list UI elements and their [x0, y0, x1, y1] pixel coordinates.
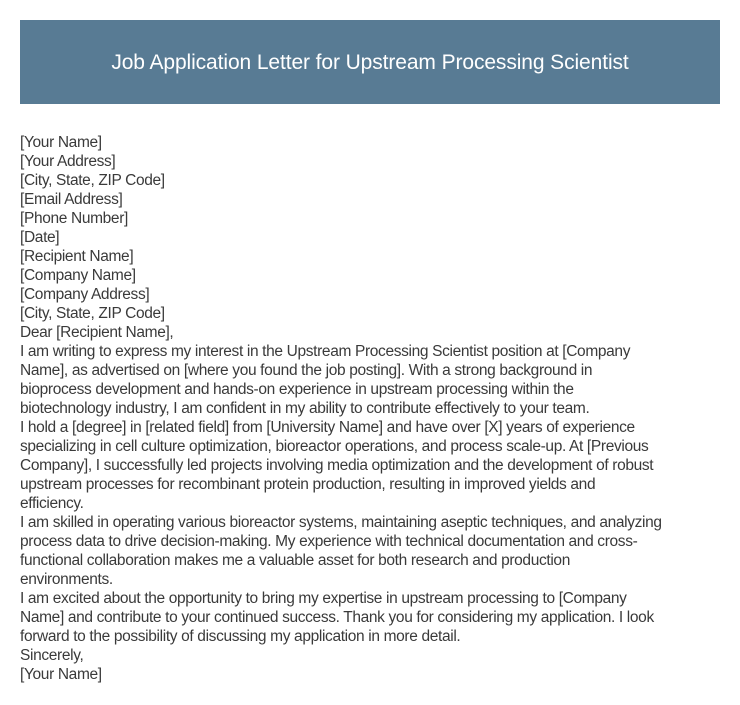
paragraph-line: process data to drive decision-making. My experience with technical documentation and cross- [20, 533, 638, 550]
sender-address: [Your Address] [20, 153, 116, 170]
paragraph-skills [20, 513, 725, 589]
paragraph-line: environments. [20, 571, 113, 588]
letter-header-banner [20, 20, 720, 104]
paragraph-line: I am excited about the opportunity to bring my expertise in upstream processing to [Company [20, 590, 627, 607]
paragraph-experience [20, 418, 725, 513]
signature: [Your Name] [20, 666, 102, 683]
sender-block [20, 133, 725, 247]
letter-date: [Date] [20, 229, 60, 246]
sender-phone: [Phone Number] [20, 210, 128, 227]
paragraph-line: Company], I successfully led projects involving media optimization and the development of robust [20, 457, 654, 474]
salutation: Dear [Recipient Name], [20, 324, 174, 341]
paragraph-line: upstream processes for recombinant protein production, resulting in improved yields and [20, 476, 596, 493]
paragraph-line: Name] and contribute to your continued success. Thank you for considering my application. I look [20, 609, 654, 626]
sender-email: [Email Address] [20, 191, 123, 208]
recipient-city-state-zip: [City, State, ZIP Code] [20, 305, 165, 322]
paragraph-line: I am skilled in operating various bioreactor systems, maintaining aseptic techniques, and analyzing [20, 514, 662, 531]
recipient-company-address: [Company Address] [20, 286, 150, 303]
paragraph-line: biotechnology industry, I am confident in my ability to contribute effectively to your team. [20, 400, 590, 417]
paragraph-line: Name], as advertised on [where you found the job posting]. With a strong background in [20, 362, 593, 379]
paragraph-intro [20, 342, 725, 418]
paragraph-line: bioprocess development and hands-on experience in upstream processing within the [20, 381, 574, 398]
paragraph-closing [20, 589, 725, 646]
paragraph-line: I am writing to express my interest in the Upstream Processing Scientist position at [Company [20, 343, 631, 360]
letter-body [20, 133, 725, 684]
paragraph-line: I hold a [degree] in [related field] from [University Name] and have over [X] years of experience [20, 419, 635, 436]
closing: Sincerely, [20, 647, 84, 664]
page-title: Job Application Letter for Upstream Processing Scientist [111, 51, 629, 74]
sender-city-state-zip: [City, State, ZIP Code] [20, 172, 165, 189]
paragraph-line: forward to the possibility of discussing my application in more detail. [20, 628, 461, 645]
paragraph-line: functional collaboration makes me a valuable asset for both research and production [20, 552, 570, 569]
paragraph-line: specializing in cell culture optimization, bioreactor operations, and process scale-up. At [Previous [20, 438, 649, 455]
recipient-name: [Recipient Name] [20, 248, 134, 265]
recipient-company-name: [Company Name] [20, 267, 136, 284]
sender-name: [Your Name] [20, 134, 102, 151]
paragraph-line: efficiency. [20, 495, 84, 512]
recipient-block [20, 247, 725, 323]
